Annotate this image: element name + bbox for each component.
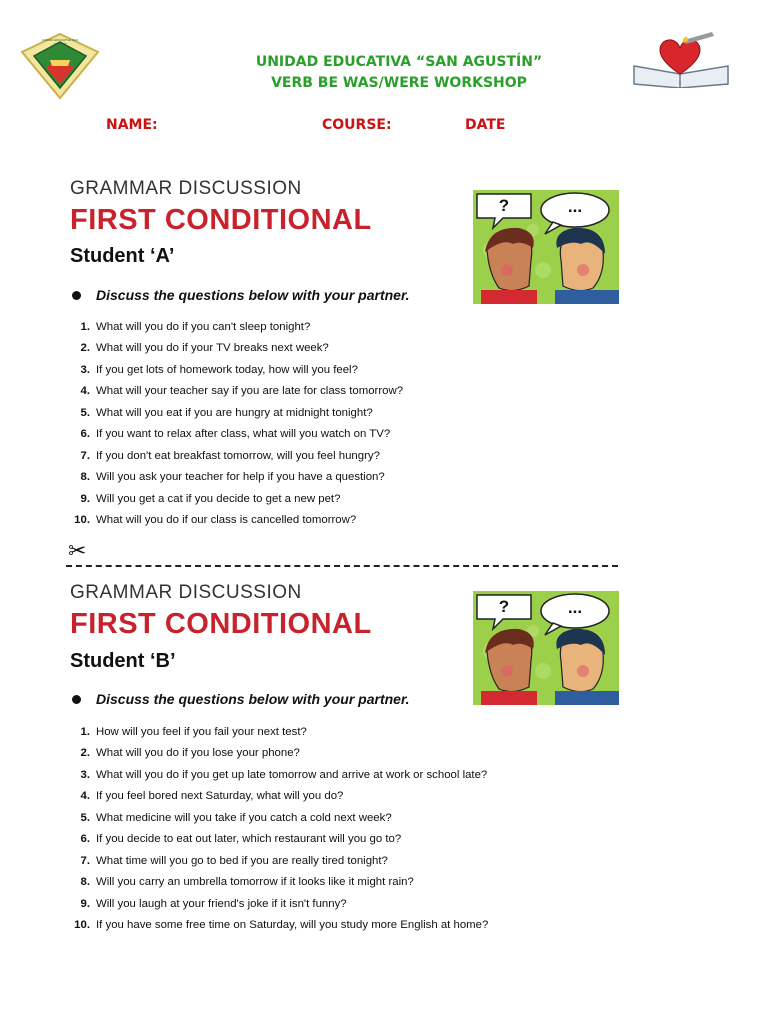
school-name: UNIDAD EDUCATIVA “SAN AGUSTÍN” [255, 54, 543, 70]
heart-book-emblem [630, 30, 732, 88]
bullet-icon [72, 695, 81, 704]
discussion-illustration-a [473, 190, 619, 304]
list-item: 6. If you decide to eat out later, which restaurant will you go to? [80, 833, 402, 846]
question-mark: ? [498, 196, 510, 215]
scissors-icon: ✂ [68, 538, 87, 563]
question-mark: ? [498, 597, 510, 616]
list-item: 8. Will you ask your teacher for help if you have a question? [80, 471, 385, 484]
section-b-student: Student ‘B’ [70, 650, 176, 672]
date-label: DATE [465, 117, 506, 133]
list-item: 1. How will you feel if you fail your next test? [80, 725, 307, 738]
list-item: 9. Will you laugh at your friend's joke if it isn't funny? [80, 897, 347, 910]
section-b-instruction: Discuss the questions below with your partner. [96, 691, 410, 707]
discussion-illustration-b [473, 591, 619, 705]
section-a-title: FIRST CONDITIONAL [70, 204, 372, 236]
school-logo [18, 30, 102, 102]
list-item: 7. If you don't eat breakfast tomorrow, will you feel hungry? [80, 449, 380, 462]
ellipsis-mark: ... [567, 197, 583, 216]
logo-text: UNIDAD EDUCATIVA SAN AGUSTÍN [42, 38, 78, 44]
ellipsis-mark: ... [567, 598, 583, 617]
section-a-kicker: GRAMMAR DISCUSSION [70, 178, 302, 199]
section-b-kicker: GRAMMAR DISCUSSION [70, 582, 302, 603]
list-item: 10. What will you do if our class is cancelled tomorrow? [74, 514, 357, 527]
name-label: NAME: [106, 117, 158, 133]
workshop-title: VERB BE WAS/WERE WORKSHOP [271, 75, 527, 91]
list-item: 9. Will you get a cat if you decide to get a new pet? [80, 492, 341, 505]
list-item: 2. What will you do if your TV breaks next week? [80, 342, 329, 355]
section-b-question-list [66, 721, 626, 936]
section-a-student: Student ‘A’ [70, 245, 175, 267]
section-b-title: FIRST CONDITIONAL [70, 608, 372, 640]
list-item: 3. If you get lots of homework today, how will you feel? [80, 363, 358, 376]
cut-divider [66, 565, 618, 567]
list-item: 5. What will you eat if you are hungry at midnight tonight? [80, 406, 373, 419]
bullet-icon [72, 291, 81, 300]
section-a-instruction: Discuss the questions below with your partner. [96, 287, 410, 303]
course-label: COURSE: [322, 117, 392, 133]
list-item: 6. If you want to relax after class, what will you watch on TV? [80, 428, 391, 441]
list-item: 4. What will your teacher say if you are late for class tomorrow? [80, 385, 404, 398]
list-item: 7. What time will you go to bed if you are really tired tonight? [80, 854, 388, 867]
list-item: 3. What will you do if you get up late tomorrow and arrive at work or school late? [80, 768, 488, 781]
list-item: 8. Will you carry an umbrella tomorrow if it looks like it might rain? [80, 876, 414, 889]
list-item: 10. If you have some free time on Saturday, will you study more English at home? [74, 919, 489, 932]
list-item: 1. What will you do if you can't sleep tonight? [80, 320, 311, 333]
section-a-question-list [66, 316, 606, 531]
list-item: 4. If you feel bored next Saturday, what will you do? [80, 790, 344, 803]
list-item: 5. What medicine will you take if you catch a cold next week? [80, 811, 392, 824]
list-item: 2. What will you do if you lose your phone? [80, 747, 300, 760]
